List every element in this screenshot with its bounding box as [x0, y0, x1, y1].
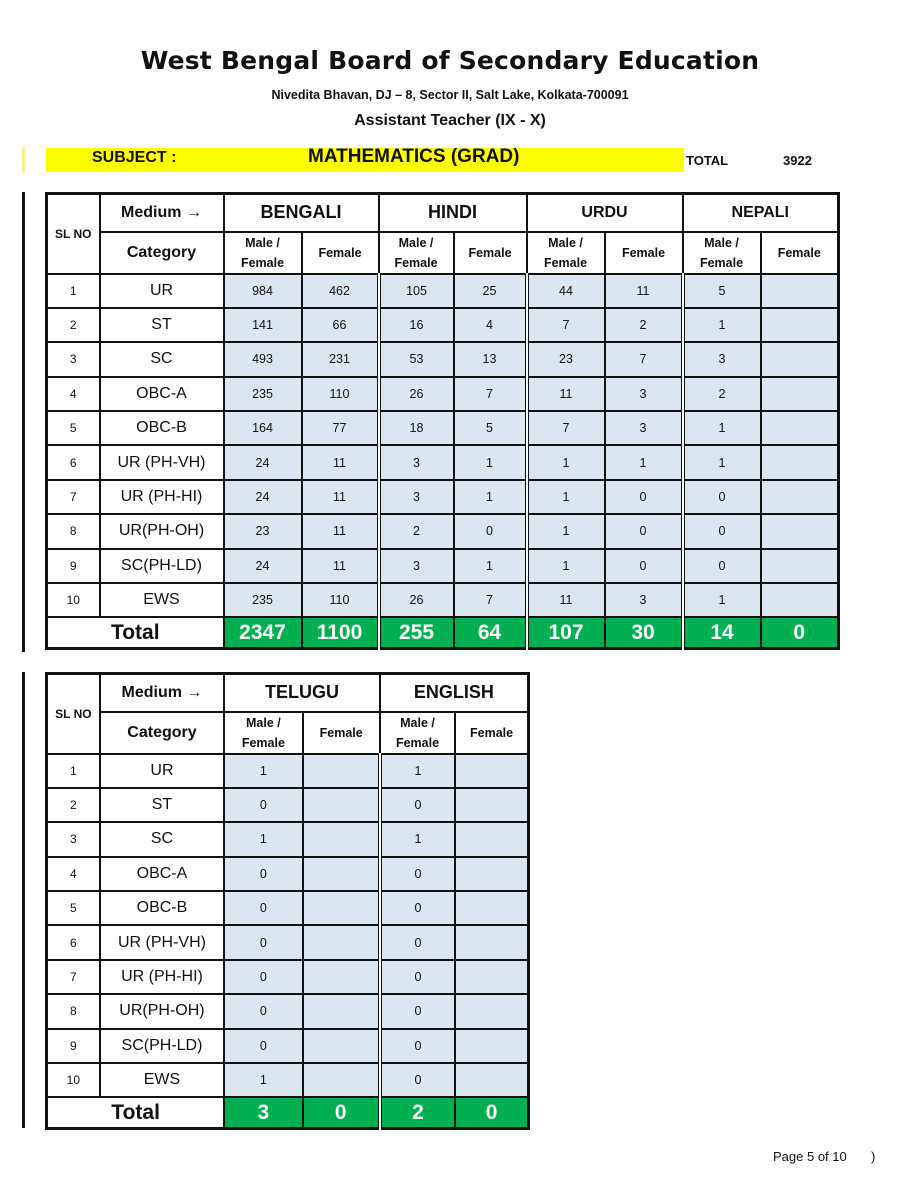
sl-no-cell: 10	[47, 1063, 100, 1097]
vacancy-cell: 0	[380, 1063, 455, 1097]
table-row	[47, 754, 529, 788]
vacancy-cell: 0	[683, 480, 761, 514]
vacancy-cell: 3	[379, 445, 454, 479]
vacancy-cell	[455, 1063, 528, 1097]
vacancy-cell: 1	[527, 445, 605, 479]
total-row	[47, 1097, 529, 1128]
vacancy-cell: 1	[454, 549, 527, 583]
vacancy-cell	[303, 960, 380, 994]
vacancy-cell	[303, 1029, 380, 1063]
total-cell: 0	[303, 1097, 380, 1128]
vacancy-cell: 7	[527, 308, 605, 342]
vacancy-cell: 1	[683, 308, 761, 342]
vacancy-cell: 1	[454, 445, 527, 479]
table-row	[47, 822, 529, 856]
post-title: Assistant Teacher (IX - X)	[354, 112, 546, 129]
vacancy-cell: 0	[224, 994, 302, 1028]
vacancy-cell: 164	[224, 411, 302, 445]
sl-no-cell: 8	[47, 994, 100, 1028]
vacancy-cell: 0	[605, 480, 683, 514]
vacancy-cell: 141	[224, 308, 302, 342]
vacancy-cell	[303, 891, 380, 925]
vacancy-cell	[455, 960, 528, 994]
vacancy-cell: 23	[527, 342, 605, 376]
vacancy-cell: 5	[683, 274, 761, 308]
category-cell: SC	[100, 342, 224, 376]
table-row	[47, 308, 839, 342]
vacancy-cell	[455, 1029, 528, 1063]
vacancy-cell: 0	[605, 549, 683, 583]
category-cell: UR(PH-OH)	[100, 514, 224, 548]
sl-no-header: SL NO	[47, 674, 100, 754]
subject-value: MATHEMATICS (GRAD)	[308, 146, 520, 167]
vacancy-cell: 7	[454, 377, 527, 411]
vacancy-cell: 0	[380, 994, 455, 1028]
table-row	[47, 925, 529, 959]
vacancy-cell: 11	[302, 549, 379, 583]
table-row	[47, 891, 529, 925]
total-label-cell: Total	[47, 1097, 225, 1128]
category-header: Category	[100, 712, 225, 754]
female-header: Female	[302, 232, 379, 274]
category-cell: UR (PH-VH)	[100, 445, 224, 479]
total-cell: 0	[455, 1097, 528, 1128]
vacancy-cell: 44	[527, 274, 605, 308]
table-row	[47, 583, 839, 617]
female-header: Female	[761, 232, 839, 274]
sl-no-cell: 9	[47, 1029, 100, 1063]
vacancy-cell: 0	[224, 891, 302, 925]
vacancy-cell: 7	[527, 411, 605, 445]
vacancy-cell	[455, 857, 528, 891]
vacancy-cell: 11	[527, 377, 605, 411]
category-cell: UR (PH-HI)	[100, 480, 224, 514]
table-row	[47, 480, 839, 514]
vacancy-cell: 0	[380, 857, 455, 891]
table-row	[47, 411, 839, 445]
vacancy-cell: 0	[224, 1029, 302, 1063]
vacancy-cell: 26	[379, 377, 454, 411]
sl-no-cell: 4	[47, 377, 100, 411]
table-row	[47, 1063, 529, 1097]
sl-no-cell: 6	[47, 445, 100, 479]
category-cell: EWS	[100, 583, 224, 617]
category-cell: OBC-A	[100, 377, 224, 411]
table-row	[47, 857, 529, 891]
vacancy-cell: 13	[454, 342, 527, 376]
total-cell: 14	[683, 617, 761, 648]
sl-no-header: SL NO	[47, 194, 100, 274]
vacancy-cell: 11	[527, 583, 605, 617]
female-header: Female	[303, 712, 380, 754]
vacancy-cell: 24	[224, 480, 302, 514]
vacancy-cell: 0	[224, 857, 302, 891]
vacancy-cell: 1	[454, 480, 527, 514]
vacancy-cell	[761, 342, 839, 376]
vacancy-cell: 11	[302, 514, 379, 548]
sl-no-cell: 2	[47, 308, 100, 342]
vacancy-cell	[761, 583, 839, 617]
male-female-header: Male / Female	[527, 232, 605, 274]
vacancy-cell: 1	[527, 480, 605, 514]
vacancy-cell: 235	[224, 583, 302, 617]
vacancy-cell	[303, 857, 380, 891]
vacancy-cell: 1	[683, 445, 761, 479]
table-row	[47, 377, 839, 411]
total-cell: 2347	[224, 617, 302, 648]
vacancy-cell: 1	[224, 1063, 302, 1097]
table-row	[47, 445, 839, 479]
vacancy-cell	[455, 754, 528, 788]
total-value: 3922	[783, 153, 812, 168]
vacancy-cell: 26	[379, 583, 454, 617]
vacancy-cell: 2	[605, 308, 683, 342]
category-cell: OBC-A	[100, 857, 225, 891]
vacancy-cell	[761, 549, 839, 583]
board-address: Nivedita Bhavan, DJ – 8, Sector II, Salt Lake, Kolkata-700091	[271, 88, 629, 102]
vacancy-cell: 24	[224, 445, 302, 479]
female-header: Female	[454, 232, 527, 274]
sl-no-cell: 7	[47, 960, 100, 994]
total-cell: 0	[761, 617, 839, 648]
sl-no-cell: 1	[47, 274, 100, 308]
medium-bengali-header: BENGALI	[224, 194, 379, 232]
header-row	[47, 194, 839, 232]
vacancy-cell: 0	[224, 925, 302, 959]
table-row	[47, 788, 529, 822]
table-row	[47, 342, 839, 376]
male-female-header: Male / Female	[379, 232, 454, 274]
total-cell: 64	[454, 617, 527, 648]
vacancy-cell	[761, 445, 839, 479]
vacancy-cell: 984	[224, 274, 302, 308]
vacancy-cell	[761, 377, 839, 411]
category-cell: OBC-B	[100, 411, 224, 445]
total-cell: 107	[527, 617, 605, 648]
female-header: Female	[605, 232, 683, 274]
category-cell: SC(PH-LD)	[100, 549, 224, 583]
table-row	[47, 960, 529, 994]
vacancy-cell	[761, 411, 839, 445]
vacancy-cell: 1	[683, 411, 761, 445]
total-row	[47, 617, 839, 648]
vacancy-cell: 16	[379, 308, 454, 342]
vacancy-cell: 0	[224, 788, 302, 822]
category-cell: OBC-B	[100, 891, 225, 925]
page-edge-mark: )	[871, 1149, 876, 1164]
sl-no-cell: 3	[47, 342, 100, 376]
total-cell: 1100	[302, 617, 379, 648]
vacancy-cell: 18	[379, 411, 454, 445]
vacancy-cell: 0	[683, 549, 761, 583]
sl-no-cell: 1	[47, 754, 100, 788]
vacancy-cell: 1	[380, 754, 455, 788]
total-cell: 2	[380, 1097, 455, 1128]
vacancy-cell	[455, 788, 528, 822]
medium-urdu-header: URDU	[527, 194, 683, 232]
total-cell: 255	[379, 617, 454, 648]
male-female-header: Male / Female	[683, 232, 761, 274]
sl-no-cell: 5	[47, 411, 100, 445]
male-female-header: Male / Female	[224, 232, 302, 274]
margin-marker	[22, 148, 25, 172]
vacancy-cell: 110	[302, 377, 379, 411]
female-header: Female	[455, 712, 528, 754]
vacancy-table-1	[45, 192, 840, 650]
vacancy-cell: 3	[605, 377, 683, 411]
medium-hindi-header: HINDI	[379, 194, 527, 232]
vacancy-cell	[455, 822, 528, 856]
vacancy-cell: 110	[302, 583, 379, 617]
vacancy-cell: 24	[224, 549, 302, 583]
vacancy-cell: 462	[302, 274, 379, 308]
vacancy-cell: 53	[379, 342, 454, 376]
sl-no-cell: 5	[47, 891, 100, 925]
total-cell: 30	[605, 617, 683, 648]
vacancy-cell: 2	[379, 514, 454, 548]
category-cell: EWS	[100, 1063, 225, 1097]
sl-no-cell: 10	[47, 583, 100, 617]
category-cell: UR	[100, 754, 225, 788]
vacancy-cell	[761, 274, 839, 308]
vacancy-cell: 1	[224, 822, 302, 856]
vacancy-cell: 1	[224, 754, 302, 788]
vacancy-cell: 3	[379, 549, 454, 583]
vacancy-cell: 0	[683, 514, 761, 548]
sl-no-cell: 3	[47, 822, 100, 856]
vacancy-cell: 1	[605, 445, 683, 479]
sl-no-cell: 8	[47, 514, 100, 548]
vacancy-cell	[761, 480, 839, 514]
vacancy-cell: 4	[454, 308, 527, 342]
board-title: West Bengal Board of Secondary Education	[140, 46, 760, 75]
vacancy-cell: 5	[454, 411, 527, 445]
subheader-row	[47, 712, 529, 754]
margin-marker	[22, 672, 25, 1128]
vacancy-cell: 3	[605, 583, 683, 617]
table-row	[47, 514, 839, 548]
sl-no-cell: 2	[47, 788, 100, 822]
vacancy-cell	[303, 1063, 380, 1097]
vacancy-cell	[303, 754, 380, 788]
category-cell: SC(PH-LD)	[100, 1029, 225, 1063]
vacancy-cell	[303, 822, 380, 856]
category-cell: UR	[100, 274, 224, 308]
vacancy-cell: 0	[454, 514, 527, 548]
sl-no-cell: 7	[47, 480, 100, 514]
sl-no-cell: 6	[47, 925, 100, 959]
vacancy-cell	[303, 788, 380, 822]
vacancy-cell: 0	[380, 891, 455, 925]
page-number: Page 5 of 10	[773, 1149, 847, 1164]
medium-header: Medium →	[100, 674, 225, 712]
margin-marker	[22, 192, 25, 652]
vacancy-cell	[455, 925, 528, 959]
vacancy-cell: 3	[379, 480, 454, 514]
vacancy-cell: 11	[605, 274, 683, 308]
vacancy-cell: 25	[454, 274, 527, 308]
vacancy-cell: 231	[302, 342, 379, 376]
table-row	[47, 994, 529, 1028]
vacancy-cell: 105	[379, 274, 454, 308]
vacancy-cell: 77	[302, 411, 379, 445]
sl-no-cell: 9	[47, 549, 100, 583]
vacancy-cell: 23	[224, 514, 302, 548]
sl-no-cell: 4	[47, 857, 100, 891]
subheader-row	[47, 232, 839, 274]
vacancy-cell: 66	[302, 308, 379, 342]
vacancy-cell	[303, 925, 380, 959]
vacancy-cell: 0	[380, 1029, 455, 1063]
vacancy-cell: 1	[527, 514, 605, 548]
table-row	[47, 1029, 529, 1063]
category-header: Category	[100, 232, 224, 274]
header-row	[47, 674, 529, 712]
medium-telugu-header: TELUGU	[224, 674, 380, 712]
vacancy-cell: 0	[224, 960, 302, 994]
vacancy-cell: 11	[302, 480, 379, 514]
medium-english-header: ENGLISH	[380, 674, 529, 712]
category-cell: ST	[100, 788, 225, 822]
vacancy-cell: 1	[527, 549, 605, 583]
total-cell: 3	[224, 1097, 302, 1128]
table-row	[47, 549, 839, 583]
male-female-header: Male / Female	[224, 712, 302, 754]
male-female-header: Male / Female	[380, 712, 455, 754]
vacancy-cell: 1	[380, 822, 455, 856]
vacancy-cell: 7	[454, 583, 527, 617]
vacancy-cell: 1	[683, 583, 761, 617]
vacancy-cell: 235	[224, 377, 302, 411]
total-label: TOTAL	[686, 153, 729, 168]
category-cell: UR (PH-VH)	[100, 925, 225, 959]
category-cell: SC	[100, 822, 225, 856]
category-cell: ST	[100, 308, 224, 342]
medium-header: Medium →	[100, 194, 224, 232]
vacancy-cell	[761, 308, 839, 342]
vacancy-cell: 0	[380, 960, 455, 994]
vacancy-cell: 3	[605, 411, 683, 445]
table-row	[47, 274, 839, 308]
vacancy-cell: 11	[302, 445, 379, 479]
category-cell: UR (PH-HI)	[100, 960, 225, 994]
vacancy-table-2	[45, 672, 530, 1130]
vacancy-cell: 0	[605, 514, 683, 548]
vacancy-cell: 0	[380, 788, 455, 822]
vacancy-cell	[761, 514, 839, 548]
vacancy-cell: 0	[380, 925, 455, 959]
vacancy-cell	[455, 994, 528, 1028]
vacancy-cell: 3	[683, 342, 761, 376]
total-label-cell: Total	[47, 617, 224, 648]
vacancy-cell: 2	[683, 377, 761, 411]
subject-label: SUBJECT :	[92, 149, 177, 166]
vacancy-cell: 7	[605, 342, 683, 376]
category-cell: UR(PH-OH)	[100, 994, 225, 1028]
vacancy-cell: 493	[224, 342, 302, 376]
medium-nepali-header: NEPALI	[683, 194, 839, 232]
vacancy-cell	[303, 994, 380, 1028]
vacancy-cell	[455, 891, 528, 925]
